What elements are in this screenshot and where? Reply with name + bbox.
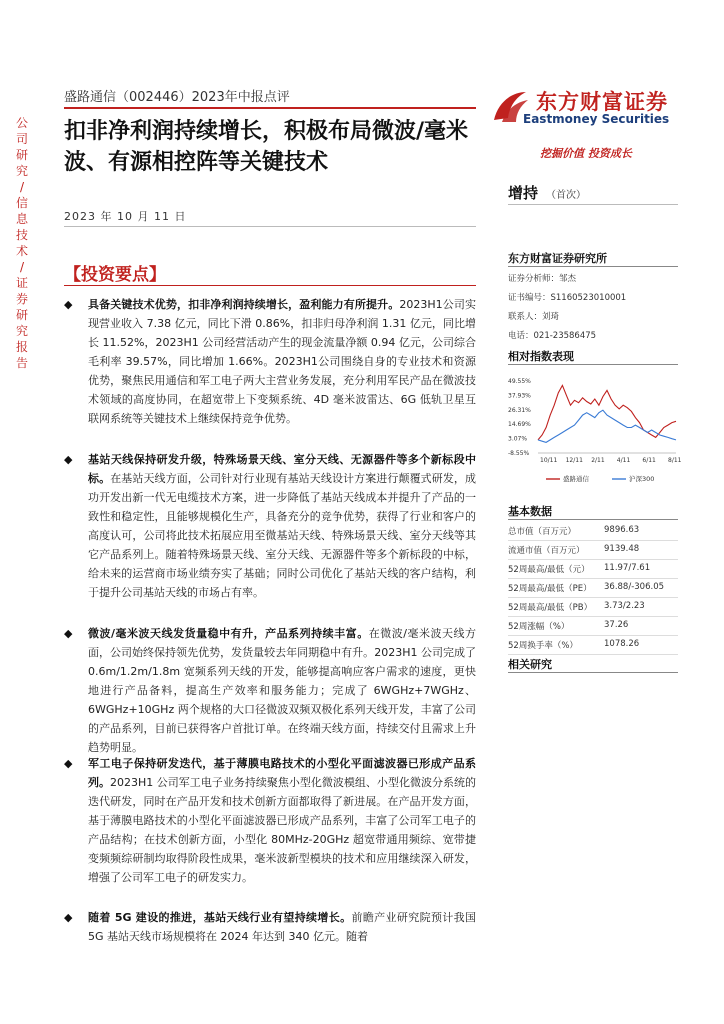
base-data-row [508, 560, 678, 579]
divider [508, 519, 678, 520]
base-data-value: 3.73/2.23 [604, 601, 645, 611]
slogan: 挖掘价值 投资成长 [540, 147, 632, 160]
institute-name: 东方财富证券研究所 [508, 252, 607, 265]
x-tick-label: 4/11 [616, 457, 631, 464]
point-headline: 军工电子保持研发迭代，基于薄膜电路技术的小型化平面滤波器已形成产品系列。 [88, 757, 476, 789]
logo-name-cn: 东方财富证券 [536, 90, 668, 114]
divider [508, 672, 678, 673]
chart-section-title: 相对指数表现 [508, 350, 574, 363]
point-body: 2023H1 公司军工电子业务持续聚焦小型化微波模组、小型化微波分系统的迭代研发，同时在产品开发和技术创新方面都取得了新进展。在产品开发方面，基于薄膜电路技术的小型化平面滤波器已形成产品系列，丰富了公司军工电子的产品结构；在技术创新方面，小型化 80MHz-20GHz 超宽带通用频综、宽带捷变频频综研制均取得阶段性成果，毫米波新型模块的技术和应用继续深入研发，增强了公司军工电子的研发实力。 [88, 776, 476, 884]
rating-sub: （首次） [546, 190, 586, 201]
base-data-key: 总市值（百万元） [508, 527, 577, 537]
analyst: 证券分析师：邹杰 [508, 274, 577, 284]
sidebar-part: 信息技术 [15, 196, 28, 258]
diamond-bullet-icon: ◆ [64, 911, 73, 924]
base-data-title: 基本数据 [508, 505, 552, 518]
contact: 联系人：刘琦 [508, 312, 560, 322]
base-data-value: 1078.26 [604, 639, 640, 649]
base-data-key: 52周涨幅（%） [508, 622, 570, 632]
point-headline: 随着 5G 建设的推进，基站天线行业有望持续增长。 [88, 911, 352, 924]
divider [508, 364, 678, 365]
report-code: 盛路通信（002446）2023年中报点评 [64, 90, 290, 105]
point-body: 在微波/毫米波天线方面，公司始终保持领先优势，发货量较去年同期稳中有升。2023H1 公司完成了 0.6m/1.2m/1.8m 宽频系列天线的开发，能够提高响应客户需求的速度，更快地进行产品备料，提高生产效率和服务能力；完成了 6WGHz+7WGHz、6WGHz+10GHz 两个规格的大口径微波双频双极化系列天线开发，丰富了公司的产品系列，目前已获得客户首批订单。在终端天线方面，持续交付且需求上升趋势明显。 [88, 627, 476, 754]
diamond-bullet-icon: ◆ [64, 453, 73, 466]
base-data-key: 52周最高/最低（PE） [508, 584, 592, 594]
divider [508, 266, 678, 267]
x-tick-label: 6/11 [642, 457, 656, 464]
investment-point [64, 450, 476, 602]
point-body: 在基站天线方面，公司针对行业现有基站天线设计方案进行颠覆式研发，成功开发出新一代无电缆技术方案，进一步降低了基站天线成本并提升了产品的一致性和稳定性，且能够规模化生产，具备充分的竞争优势，获得了行业和客户的高度认可，公司将此技术拓展应用至微基站天线、特殊场景天线、室分天线等其它产品系列上。随着特殊场景天线、室分天线、无源器件等多个新标段的中标，给未来的运营商市场业绩夯实了基础；同时公司优化了基站天线的客户结构，利于提升公司基站天线的市场占有率。 [88, 472, 477, 599]
relative-index-chart [506, 373, 682, 493]
x-tick-label: 10/11 [540, 457, 558, 464]
divider [64, 226, 476, 227]
base-data-row [508, 598, 678, 617]
row-divider [508, 654, 678, 655]
base-data-value: 37.26 [604, 620, 629, 630]
sidebar-part: 公司研究 [15, 116, 28, 178]
base-data-value: 9139.48 [604, 544, 640, 554]
investment-point [64, 754, 476, 887]
y-tick-label: 3.07% [508, 435, 528, 443]
sidebar-separator: / [19, 180, 25, 194]
report-title: 扣非净利润持续增长，积极布局微波/毫米波、有源相控阵等关键技术 [64, 119, 469, 175]
point-headline: 具备关键技术优势，扣非净利润持续增长，盈利能力有所提升。 [88, 298, 400, 311]
divider [508, 204, 678, 205]
cert-number: 证书编号：S1160523010001 [508, 293, 627, 303]
diamond-bullet-icon: ◆ [64, 298, 73, 311]
y-tick-label: 26.31% [508, 406, 531, 414]
report-date: 2023 年 10 月 11 日 [64, 210, 187, 223]
point-body: 2023H1公司实现营业收入 7.38 亿元，同比下滑 0.86%，扣非归母净利润 1.31 亿元，同比增长 11.52%，2023H1 公司经营活动产生的现金流量净额 0.94 亿元，公司综合毛利率 39.57%，同比增加 1.66%。2023H1公司围绕自身的专业技术和资源优势，聚焦民用通信和军工电子两大主营业务发展，充分利用军民产品在微波技术领域的高度协同，在超宽带上下变频系统、4D 毫米波雷达、6G 低轨卫星互联网系统等关键技术上继续保持竞争优势。 [88, 298, 477, 425]
base-data-row [508, 541, 678, 560]
investment-heading: 【投资要点】 [64, 265, 166, 285]
rating-label: 增持 [508, 184, 539, 202]
sidebar-part: 证券研究报告 [15, 276, 28, 370]
investment-point [64, 908, 476, 946]
base-data-key: 52周最高/最低（元） [508, 565, 590, 575]
base-data-value: 11.97/7.61 [604, 563, 651, 573]
related-research-title: 相关研究 [508, 658, 552, 671]
base-data-row [508, 636, 678, 655]
divider [64, 285, 476, 286]
header-rule [64, 107, 476, 109]
legend-label: 盛路通信 [563, 475, 589, 483]
y-tick-label: 49.55% [508, 378, 531, 385]
diamond-bullet-icon: ◆ [64, 757, 73, 770]
base-data-row [508, 522, 678, 541]
y-tick-label: 14.69% [508, 421, 531, 429]
diamond-bullet-icon: ◆ [64, 627, 73, 640]
y-tick-label: -8.55% [508, 450, 530, 457]
base-data-row [508, 579, 678, 598]
base-data-value: 9896.63 [604, 525, 640, 535]
base-data-key: 52周换手率（%） [508, 641, 578, 651]
x-tick-label: 2/11 [591, 457, 605, 464]
investment-point [64, 624, 476, 757]
base-data-key: 52周最高/最低（PB） [508, 603, 593, 613]
phone: 电话：021-23586475 [508, 331, 597, 341]
base-data-value: 36.88/-306.05 [604, 582, 665, 592]
report-category-sidebar [14, 115, 30, 371]
base-data-row [508, 617, 678, 636]
legend-label: 沪深300 [629, 475, 655, 483]
point-headline: 基站天线保持研发升级，特殊场景天线、室分天线、无源器件等多个新标段中标。 [88, 453, 476, 485]
x-tick-label: 12/11 [565, 457, 583, 464]
base-data-key: 流通市值（百万元） [508, 546, 585, 556]
point-headline: 微波/毫米波天线发货量稳中有升，产品系列持续丰富。 [88, 627, 369, 640]
sidebar-separator: / [19, 260, 25, 274]
y-tick-label: 37.93% [508, 392, 531, 400]
logo-name-en: Eastmoney Securities [523, 112, 670, 126]
investment-point [64, 295, 476, 428]
x-tick-label: 8/11 [668, 457, 682, 464]
point-body: 前瞻产业研究院预计我国 5G 基站天线市场规模将在 2024 年达到 340 亿元。随着 [88, 911, 477, 943]
